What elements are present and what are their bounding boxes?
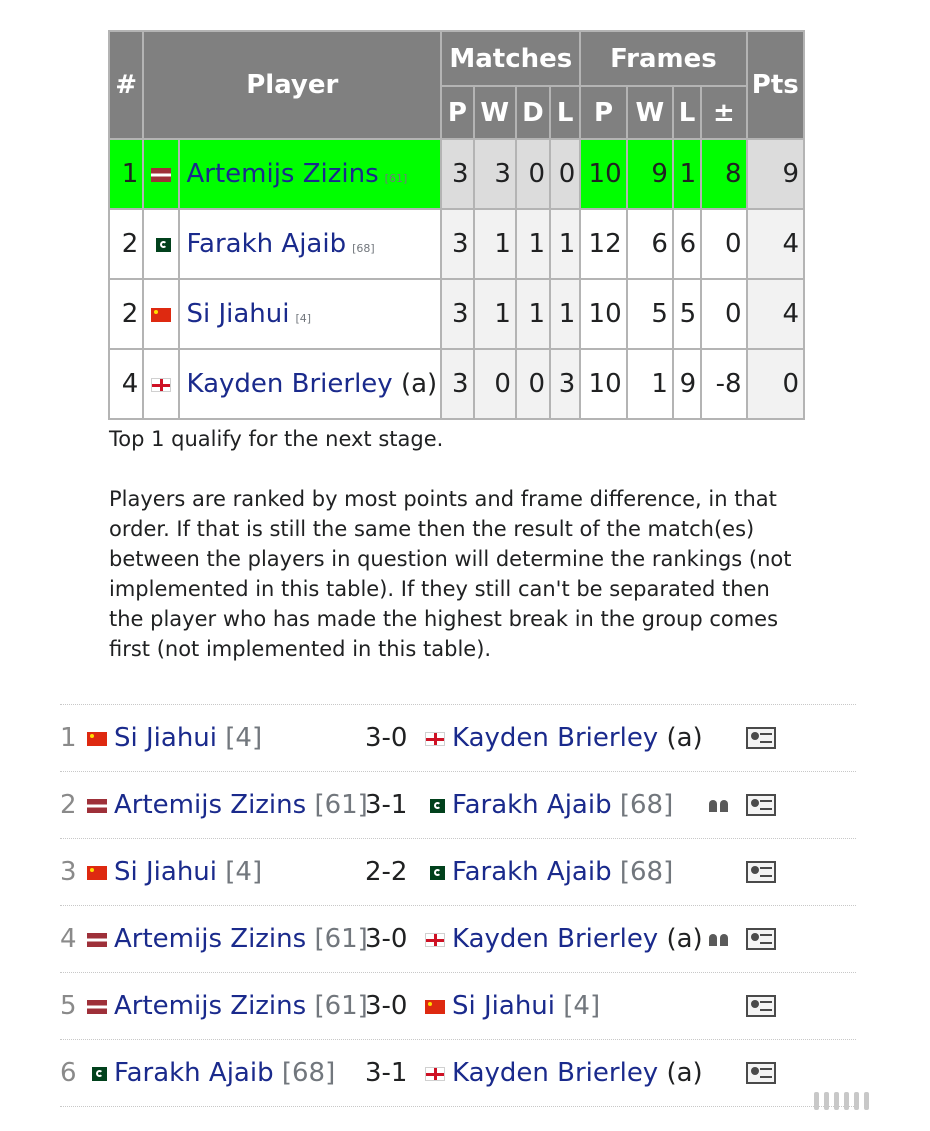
- player-link[interactable]: Farakh Ajaib: [452, 857, 612, 887]
- match-results-list: [60, 704, 856, 1107]
- cell-matches-drawn: 0: [516, 139, 550, 209]
- england-flag: [425, 732, 445, 746]
- cell-frames-played: 10: [580, 279, 626, 349]
- player-seed: [4]: [225, 857, 263, 887]
- china-flag: [87, 866, 107, 880]
- standings-row: [109, 139, 804, 209]
- header-frame-difference: ±: [701, 86, 746, 139]
- match-row: [60, 972, 856, 1039]
- player-seed: [68]: [281, 1058, 336, 1088]
- header-frames: Frames: [580, 31, 746, 86]
- player-link[interactable]: Artemijs Zizins: [114, 924, 307, 954]
- cell-frames-won: 9: [627, 139, 673, 209]
- player-link[interactable]: Farakh Ajaib: [452, 790, 612, 820]
- header-frames-lost: L: [673, 86, 701, 139]
- standings-table: [108, 30, 805, 420]
- cell-frames-won: 1: [627, 349, 673, 419]
- player-seed: [61]: [384, 172, 408, 185]
- cell-matches-played: 3: [441, 209, 473, 279]
- cell-matches-won: 1: [474, 279, 516, 349]
- latvia-flag: [87, 1000, 107, 1014]
- cell-frames-lost: 9: [673, 349, 701, 419]
- amateur-marker: (a): [666, 1058, 703, 1088]
- cell-frames-lost: 6: [673, 209, 701, 279]
- player-link[interactable]: Si Jiahui: [114, 723, 217, 753]
- amateur-marker: (a): [666, 723, 703, 753]
- player-link[interactable]: Kayden Brierley: [186, 369, 393, 399]
- cell-matches-won: 0: [474, 349, 516, 419]
- player-seed: [68]: [352, 242, 375, 255]
- match-score: 3-0: [365, 924, 408, 954]
- latvia-flag: [87, 799, 107, 813]
- cell-matches-won: 1: [474, 209, 516, 279]
- header-pts: Pts: [747, 31, 804, 139]
- player-link[interactable]: Farakh Ajaib: [186, 229, 347, 259]
- china-flag: [425, 1000, 445, 1014]
- cell-matches-lost: 1: [550, 209, 580, 279]
- china-flag: [87, 732, 107, 746]
- player-link[interactable]: Artemijs Zizins: [114, 790, 307, 820]
- cell-frame-difference: -8: [701, 349, 746, 419]
- player-seed: [68]: [619, 790, 674, 820]
- match-score: 3-1: [365, 790, 408, 820]
- match-score: 2-2: [365, 857, 408, 887]
- cell-frames-won: 5: [627, 279, 673, 349]
- match-row: [60, 1039, 856, 1107]
- standings-row: [109, 349, 804, 419]
- cell-points: 4: [747, 279, 804, 349]
- match-report-icon[interactable]: [746, 861, 776, 883]
- header-frames-won: W: [627, 86, 673, 139]
- cell-matches-won: 3: [474, 139, 516, 209]
- cell-matches-lost: 0: [550, 139, 580, 209]
- row-position: 1: [109, 139, 143, 209]
- match-score: 3-0: [365, 991, 408, 1021]
- head-to-head-icon[interactable]: [708, 796, 730, 812]
- player-link[interactable]: Kayden Brierley: [452, 1058, 659, 1088]
- match-number: 6: [60, 1058, 77, 1088]
- qualify-note: Top 1 qualify for the next stage.: [109, 427, 444, 451]
- row-position: 4: [109, 349, 143, 419]
- pakistan-flag: [425, 799, 445, 813]
- player-seed: [68]: [619, 857, 674, 887]
- row-position: 2: [109, 209, 143, 279]
- header-matches-lost: L: [550, 86, 580, 139]
- match-number: 4: [60, 924, 77, 954]
- player-seed: [4]: [295, 312, 312, 325]
- player-seed: [61]: [314, 991, 368, 1021]
- latvia-flag: [87, 933, 107, 947]
- cell-matches-played: 3: [441, 139, 473, 209]
- china-flag: [151, 308, 171, 322]
- header-matches-drawn: D: [516, 86, 550, 139]
- match-number: 2: [60, 790, 77, 820]
- pakistan-flag: [151, 238, 171, 252]
- match-row: [60, 771, 856, 838]
- match-number: 3: [60, 857, 77, 887]
- player-seed: [4]: [225, 723, 263, 753]
- cell-frame-difference: 8: [701, 139, 746, 209]
- cell-frame-difference: 0: [701, 209, 746, 279]
- player-link[interactable]: Si Jiahui: [452, 991, 555, 1021]
- cell-frames-lost: 1: [673, 139, 701, 209]
- header-pos: #: [109, 31, 143, 139]
- ranking-rules-note: Players are ranked by most points and frame difference, in that order. If that is still the same then the result of the match(es) between the players in question will determine the rankings (not implemented in this table). If they still can't be separated then the player who has made the highest break in the group comes first (not implemented in this table).: [109, 487, 792, 661]
- match-report-icon[interactable]: [746, 928, 776, 950]
- cell-matches-drawn: 1: [516, 279, 550, 349]
- match-number: 5: [60, 991, 77, 1021]
- england-flag: [425, 933, 445, 947]
- cell-frames-lost: 5: [673, 279, 701, 349]
- cell-matches-lost: 3: [550, 349, 580, 419]
- match-report-icon[interactable]: [746, 727, 776, 749]
- match-report-icon[interactable]: [746, 1062, 776, 1084]
- match-row: [60, 838, 856, 905]
- cell-frames-played: 12: [580, 209, 626, 279]
- header-frames-played: P: [580, 86, 626, 139]
- header-matches: Matches: [441, 31, 580, 86]
- header-player: Player: [143, 31, 441, 139]
- standings-row: [109, 279, 804, 349]
- cell-points: 0: [747, 349, 804, 419]
- match-report-icon[interactable]: [746, 794, 776, 816]
- player-link[interactable]: Kayden Brierley: [452, 723, 659, 753]
- cell-matches-played: 3: [441, 349, 473, 419]
- cell-frames-played: 10: [580, 349, 626, 419]
- player-seed: [4]: [563, 991, 601, 1021]
- cell-matches-drawn: 1: [516, 209, 550, 279]
- player-seed: [61]: [314, 790, 368, 820]
- pakistan-flag: [425, 866, 445, 880]
- match-report-icon[interactable]: [746, 995, 776, 1017]
- header-matches-played: P: [441, 86, 473, 139]
- amateur-marker: (a): [400, 369, 438, 399]
- watermark-logo: [814, 1092, 906, 1112]
- match-row: [60, 704, 856, 771]
- header-matches-won: W: [474, 86, 516, 139]
- match-score: 3-1: [365, 1058, 408, 1088]
- latvia-flag: [151, 168, 171, 182]
- england-flag: [151, 378, 171, 392]
- player-link[interactable]: Artemijs Zizins: [114, 991, 307, 1021]
- cell-matches-drawn: 0: [516, 349, 550, 419]
- cell-frames-won: 6: [627, 209, 673, 279]
- cell-matches-lost: 1: [550, 279, 580, 349]
- cell-matches-played: 3: [441, 279, 473, 349]
- cell-frame-difference: 0: [701, 279, 746, 349]
- player-seed: [61]: [314, 924, 368, 954]
- cell-points: 4: [747, 209, 804, 279]
- cell-frames-played: 10: [580, 139, 626, 209]
- cell-points: 9: [747, 139, 804, 209]
- player-link[interactable]: Artemijs Zizins: [186, 159, 379, 189]
- amateur-marker: (a): [666, 924, 703, 954]
- standings-row: [109, 209, 804, 279]
- match-number: 1: [60, 723, 77, 753]
- pakistan-flag: [87, 1067, 107, 1081]
- player-link[interactable]: Si Jiahui: [114, 857, 217, 887]
- match-score: 3-0: [365, 723, 408, 753]
- head-to-head-icon[interactable]: [708, 930, 730, 946]
- match-row: [60, 905, 856, 972]
- player-link[interactable]: Farakh Ajaib: [114, 1058, 274, 1088]
- england-flag: [425, 1067, 445, 1081]
- player-link[interactable]: Si Jiahui: [186, 299, 290, 329]
- player-link[interactable]: Kayden Brierley: [452, 924, 659, 954]
- row-position: 2: [109, 279, 143, 349]
